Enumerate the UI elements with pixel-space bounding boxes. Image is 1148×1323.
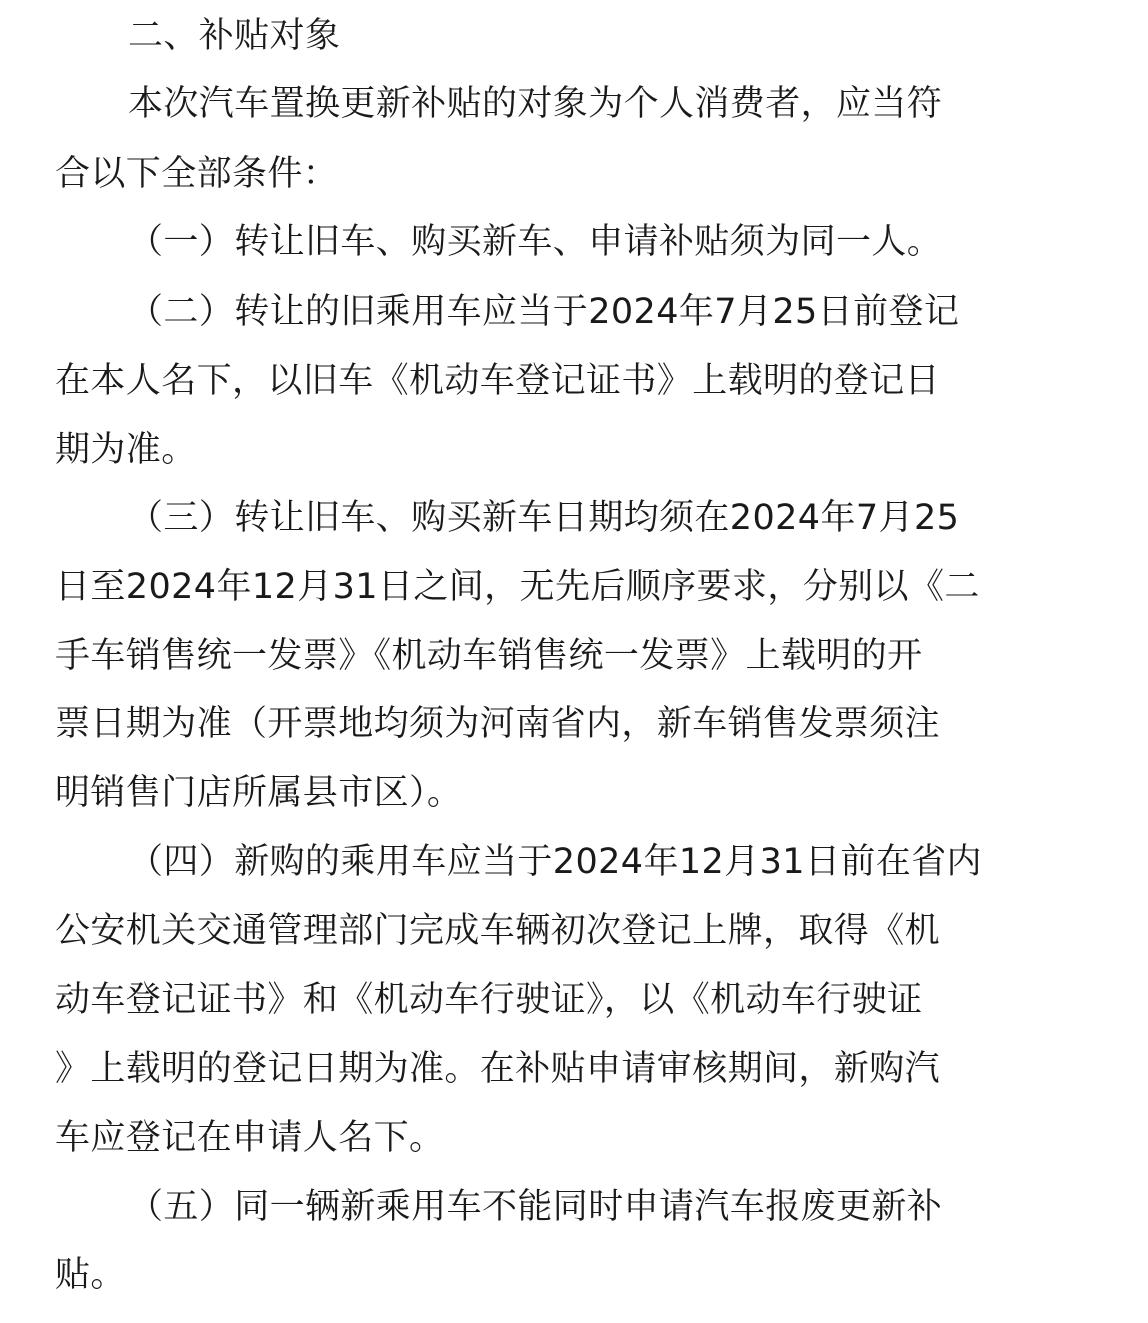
paragraph-line: 动车登记证书》和《机动车行驶证》，以《机动车行驶证	[55, 980, 923, 1020]
paragraph-line: 在本人名下，以旧车《机动车登记证书》上载明的登记日	[55, 361, 941, 401]
paragraph-line: 手车销售统一发票》《机动车销售统一发票》上载明的开	[55, 636, 923, 676]
paragraph-line: 票日期为准（开票地均须为河南省内，新车销售发票须注	[55, 704, 941, 744]
paragraph-line: 本次汽车置换更新补贴的对象为个人消费者，应当符	[128, 84, 943, 124]
paragraph-line: （五）同一辆新乘用车不能同时申请汽车报废更新补	[128, 1187, 943, 1227]
paragraph-line: （四）新购的乘用车应当于2024年12月31日前在省内	[128, 842, 982, 882]
paragraph-line: 日至2024年12月31日之间，无先后顺序要求，分别以《二	[55, 567, 980, 607]
paragraph-line: 合以下全部条件：	[55, 154, 339, 194]
paragraph-line: （二）转让的旧乘用车应当于2024年7月25日前登记	[128, 292, 960, 332]
paragraph-line: 期为准。	[55, 430, 197, 470]
paragraph-line: 公安机关交通管理部门完成车辆初次登记上牌，取得《机	[55, 911, 941, 951]
section-heading: 二、补贴对象	[128, 16, 341, 56]
paragraph-line: 》上载明的登记日期为准。在补贴申请审核期间，新购汽	[55, 1049, 941, 1089]
paragraph-line: （一）转让旧车、购买新车、申请补贴须为同一人。	[128, 222, 943, 262]
paragraph-line: （三）转让旧车、购买新车日期均须在2024年7月25	[128, 498, 960, 538]
paragraph-line: 车应登记在申请人名下。	[55, 1118, 445, 1158]
paragraph-line: 明销售门店所属县市区）。	[55, 773, 463, 813]
paragraph-line: 贴。	[55, 1255, 126, 1295]
